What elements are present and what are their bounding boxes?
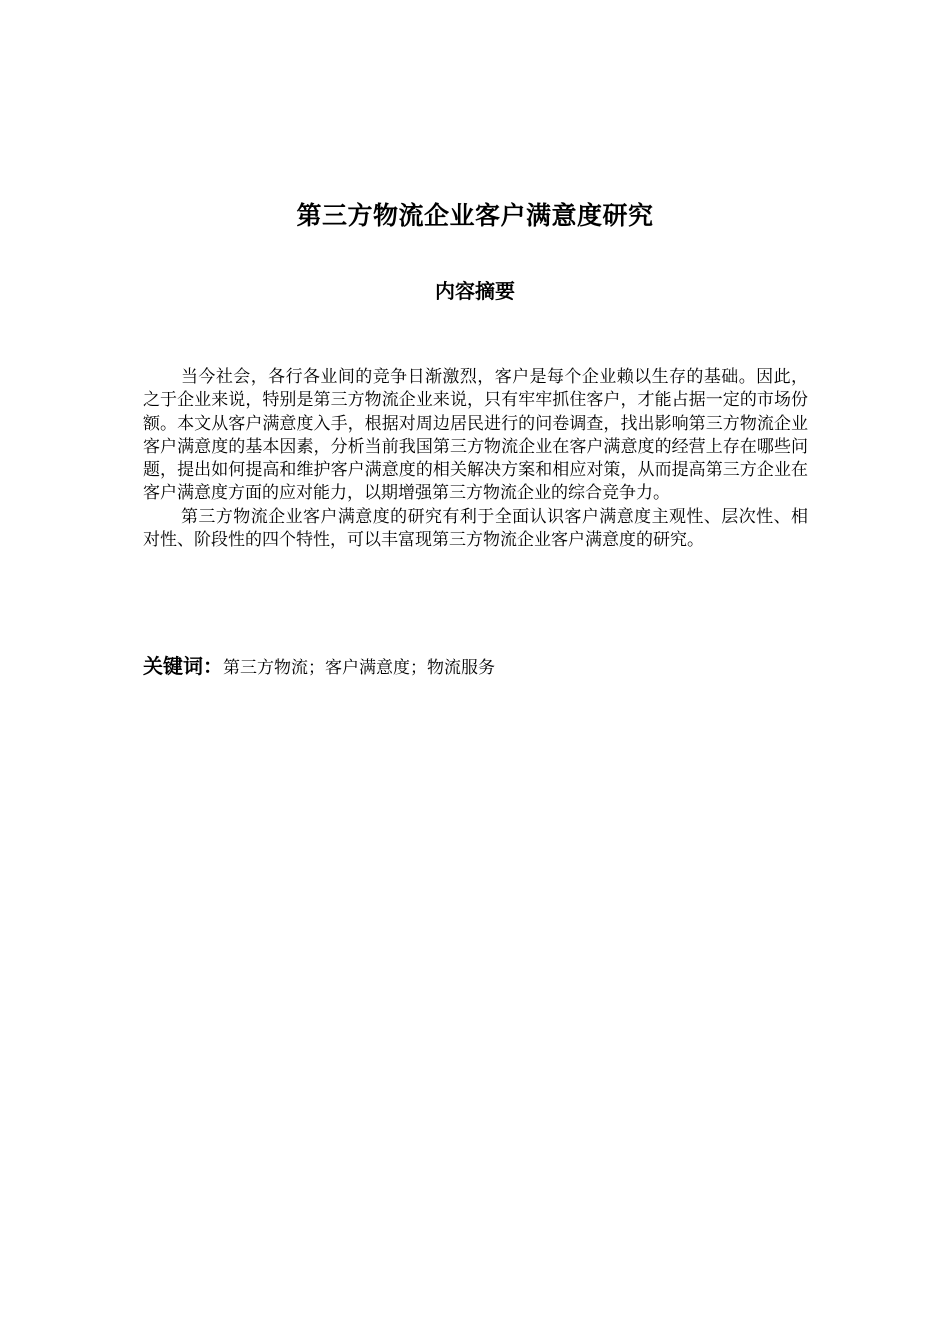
keywords-value: 第三方物流；客户满意度；物流服务 [223, 658, 495, 678]
abstract-paragraph: 当今社会，各行各业间的竞争日渐激烈，客户是每个企业赖以生存的基础。因此，之于企业来说，特别是第三方物流企业来说，只有牢牢抓住客户，才能占据一定的市场份额。本文从客户满意度入手，根据对周边居民进行的问卷调查，找出影响第三方物流企业客户满意度的基本因素，分析当前我国第三方物流企业在客户满意度的经营上存在哪些问题，提出如何提高和维护客户满意度的相关解决方案和相应对策，从而提高第三方企业在客户满意度方面的应对能力，以期增强第三方物流企业的综合竞争力。 [143, 367, 808, 504]
keywords-line [143, 651, 808, 683]
keywords-label: 关键词： [143, 654, 223, 678]
abstract-body [143, 366, 808, 552]
document-title: 第三方物流企业客户满意度研究 [296, 201, 654, 230]
abstract-paragraph: 第三方物流企业客户满意度的研究有利于全面认识客户满意度主观性、层次性、相对性、阶段性的四个特性，可以丰富现第三方物流企业客户满意度的研究。 [143, 506, 808, 551]
abstract-heading: 内容摘要 [435, 279, 515, 303]
